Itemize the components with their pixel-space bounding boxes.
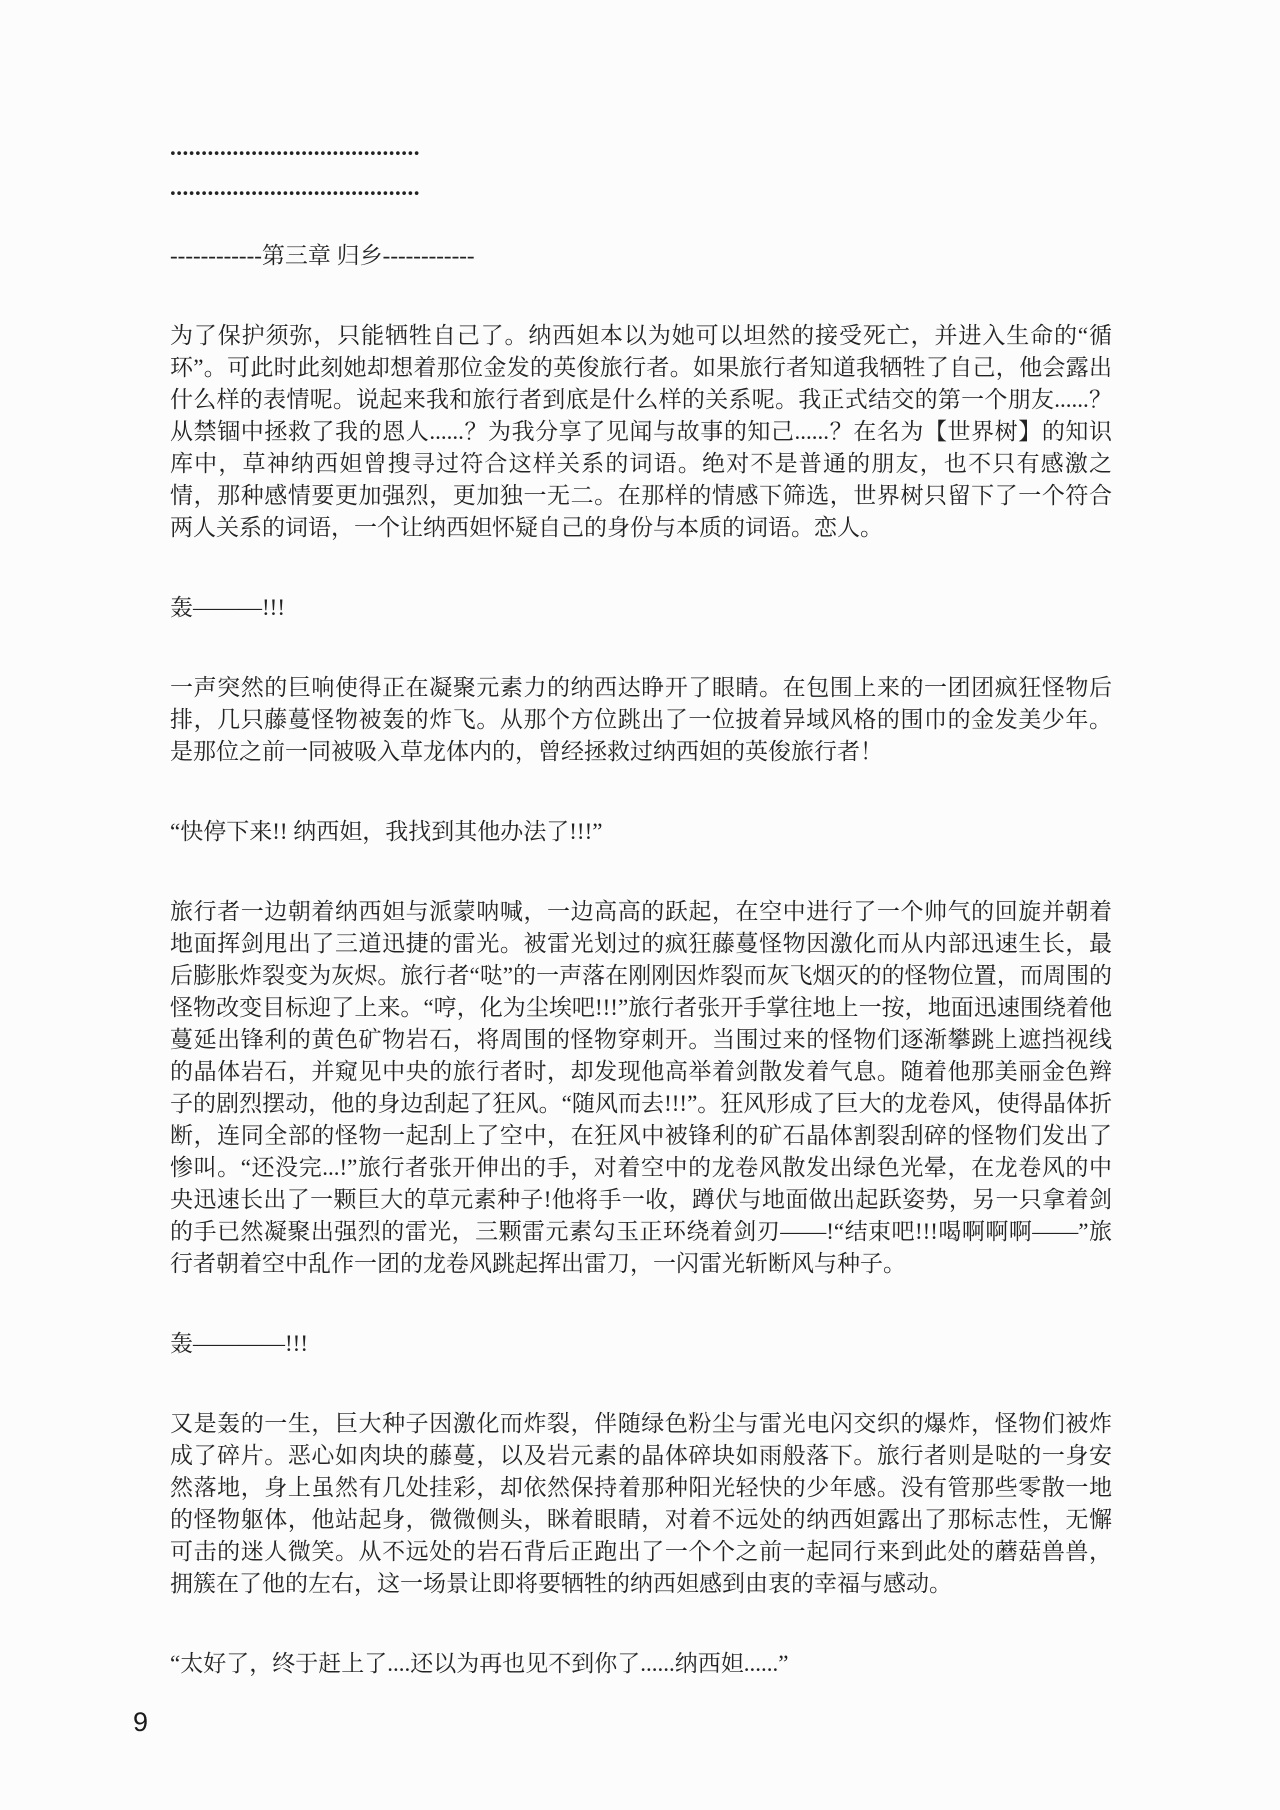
paragraph-4: 又是轰的一生，巨大种子因激化而炸裂，伴随绿色粉尘与雷光电闪交织的爆炸，怪物们被炸成了碎片。恶心如肉块的藤蔓，以及岩元素的晶体碎块如雨般落下。旅行者则是哒的一身安然落地，身上虽然有几处挂彩，却依然保持着那种阳光轻快的少年感。没有管那些零散一地的怪物躯体，他站起身，微微侧头，眯着眼睛，对着不远处的纳西妲露出了那标志性，无懈可击的迷人微笑。从不远处的岩石背后正跑出了一个个之前一起同行来到此处的蘑菇兽兽，拥簇在了他的左右，这一场景让即将要牺牲的纳西妲感到由衷的幸福与感动。 [170,1411,1112,1596]
sound-effect-line-1: 轰———!!! [170,595,285,620]
paragraph-3: 旅行者一边朝着纳西妲与派蒙呐喊，一边高高的跃起，在空中进行了一个帅气的回旋并朝着地面挥剑甩出了三道迅捷的雷光。被雷光划过的疯狂藤蔓怪物因激化而从内部迅速生长，最后膨胀炸裂变为灰烬。旅行者“哒”的一声落在刚刚因炸裂而灰飞烟灭的的怪物位置，而周围的怪物改变目标迎了上来。“哼，化为尘埃吧!!!”旅行者张开手掌往地上一按，地面迅速围绕着他蔓延出锋利的黄色矿物岩石，将周围的怪物穿刺开。当围过来的怪物们逐渐攀跳上遮挡视线的晶体岩石，并窥见中央的旅行者时，却发现他高举着剑散发着气息。随着他那美丽金色辫子的剧烈摆动，他的身边刮起了狂风。“随风而去!!!”。狂风形成了巨大的龙卷风，使得晶体折断，连同全部的怪物一起刮上了空中，在狂风中被锋利的矿石晶体割裂刮碎的怪物们发出了惨叫。“还没完...!”旅行者张开伸出的手，对着空中的龙卷风散发出绿色光晕，在龙卷风的中央迅速长出了一颗巨大的草元素种子!他将手一收，蹲伏与地面做出起跃姿势，另一只拿着剑的手已然凝聚出强烈的雷光，三颗雷元素勾玉正环绕着剑刃——!“结束吧!!!喝啊啊啊——”旅行者朝着空中乱作一团的龙卷风跳起挥出雷刀，一闪雷光斩断风与种子。 [170,899,1112,1276]
page-number: 9 [133,1707,149,1737]
paragraph-2: 一声突然的巨响使得正在凝聚元素力的纳西达睁开了眼睛。在包围上来的一团团疯狂怪物后排，几只藤蔓怪物被轰的炸飞。从那个方位跳出了一位披着异域风格的围巾的金发美少年。是那位之前一同被吸入草龙体内的，曾经拯救过纳西妲的英俊旅行者！ [170,675,1112,764]
dialogue-line-1: “快停下来!! 纳西妲，我找到其他办法了!!!” [170,819,603,844]
separator-dots-line-1: ........................................ [170,135,420,160]
sound-effect-line-2: 轰————!!! [170,1331,308,1356]
chapter-heading: ------------第三章 归乡------------ [170,243,475,268]
dialogue-line-2: “太好了，终于赶上了....还以为再也见不到你了......纳西妲......” [170,1651,789,1676]
separator-dots-line-2: ........................................ [170,175,420,200]
paragraph-1: 为了保护须弥，只能牺牲自己了。纳西妲本以为她可以坦然的接受死亡，并进入生命的“循环”。可此时此刻她却想着那位金发的英俊旅行者。如果旅行者知道我牺牲了自己，他会露出什么样的表情呢。说起来我和旅行者到底是什么样的关系呢。我正式结交的第一个朋友......？从禁锢中拯救了我的恩人......？为我分享了见闻与故事的知己......？在名为【世界树】的知识库中，草神纳西妲曾搜寻过符合这样关系的词语。绝对不是普通的朋友，也不只有感激之情，那种感情要更加强烈，更加独一无二。在那样的情感下筛选，世界树只留下了一个符合两人关系的词语，一个让纳西妲怀疑自己的身份与本质的词语。恋人。 [170,323,1112,540]
